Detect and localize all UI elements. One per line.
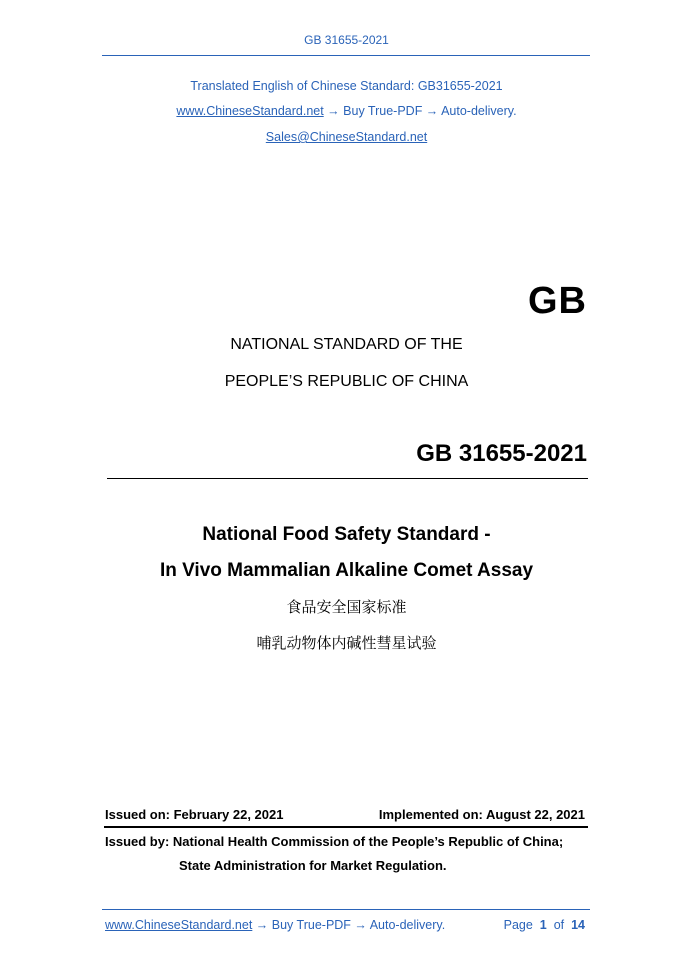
email-link[interactable]: Sales@ChineseStandard.net — [265, 130, 428, 144]
page-total: 14 — [571, 918, 585, 932]
issue-divider — [104, 826, 588, 828]
issued-by-line-1: Issued by: National Health Commission of the People’s Republic of China; — [105, 834, 564, 849]
promo-email-line — [0, 130, 693, 144]
issued-by-line-2: State Administration for Market Regulation. — [179, 858, 447, 873]
national-standard-line-2: PEOPLE’S REPUBLIC OF CHINA — [224, 373, 469, 390]
footer-site-line — [105, 918, 445, 932]
header-title: GB 31655-2021 — [304, 33, 389, 47]
page-label: Page — [503, 918, 533, 932]
implemented-date: Implemented on: August 22, 2021 — [378, 807, 585, 822]
promo-site-suffix: → Buy True-PDF → Auto-delivery. — [323, 104, 517, 118]
document-title-line-2: In Vivo Mammalian Alkaline Comet Assay — [159, 560, 534, 581]
gb-logo: GB — [528, 280, 587, 322]
promo-site-line — [0, 104, 693, 118]
page-of: of — [553, 918, 565, 932]
promo-line: Translated English of Chinese Standard: GB31655-2021 — [190, 79, 503, 93]
site-link[interactable]: www.ChineseStandard.net — [176, 104, 324, 118]
chinese-title-line-2: 哺乳动物体内碱性彗星试验 — [256, 635, 437, 652]
footer-site-suffix: → Buy True-PDF → Auto-delivery. — [252, 918, 446, 932]
chinese-title-line-1: 食品安全国家标准 — [286, 599, 407, 616]
footer-site-link[interactable]: www.ChineseStandard.net — [105, 918, 253, 932]
document-title-line-1: National Food Safety Standard - — [202, 524, 491, 545]
footer-divider — [102, 909, 590, 910]
standard-divider — [107, 478, 588, 479]
national-standard-line-1: NATIONAL STANDARD OF THE — [230, 336, 463, 353]
standard-number: GB 31655-2021 — [416, 440, 587, 467]
issued-date: Issued on: February 22, 2021 — [105, 807, 284, 822]
page-current: 1 — [539, 918, 547, 932]
page-indicator — [504, 918, 585, 932]
header-divider — [102, 55, 590, 56]
